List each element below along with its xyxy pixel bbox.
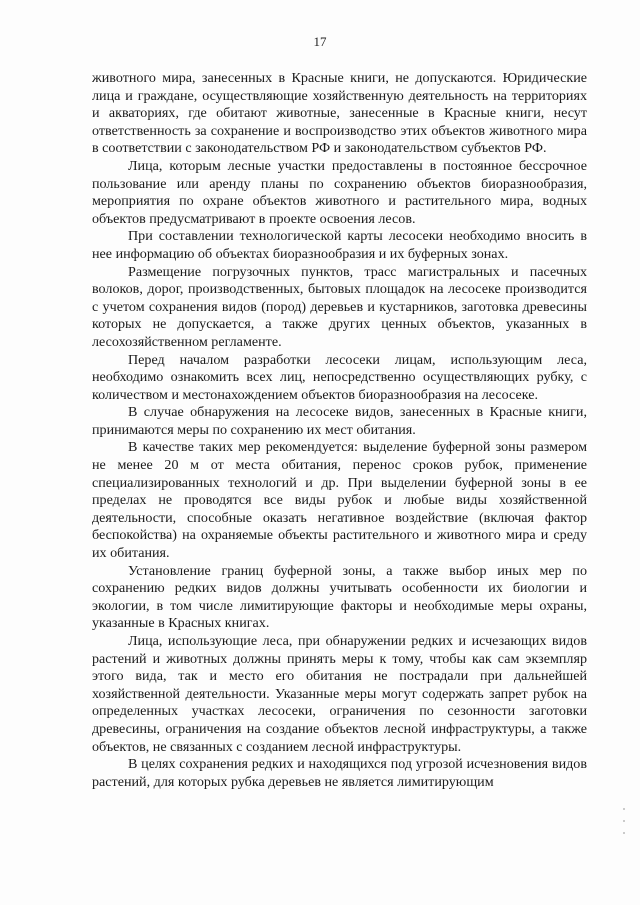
- scan-artifact: [623, 820, 625, 822]
- scan-artifact: [623, 832, 625, 834]
- paragraph: Лица, которым лесные участки предоставлены в постоянное бессрочное пользование или аренду планы по сохранению объектов биоразнообразия, мероприятия по охране объектов животного и растительного мира, водных объектов предусматривают в проекте освоения лесов.: [92, 157, 587, 227]
- paragraph: Лица, использующие леса, при обнаружении редких и исчезающих видов растений и животных должны принять меры к тому, чтобы как сам экземпляр этого вида, так и место его обитания не пострадали при дальнейшей хозяйственной деятельности. Указанные меры могут содержать запрет рубок на определенных участках лесосеки, ограничения по сезонности заготовки древесины, ограничения на создание объектов лесной инфраструктуры, а также объектов, не связанных с созданием лесной инфраструктуры.: [92, 633, 587, 755]
- paragraph: В целях сохранения редких и находящихся под угрозой исчезновения видов растений, для которых рубка деревьев не является лимитирующим: [92, 756, 587, 790]
- paragraph-continued: животного мира, занесенных в Красные книги, не допускаются. Юридические лица и граждане, осуществляющие хозяйственную деятельность на территориях и акваториях, где обитают животные, занесенные в Красные книги, несут ответственность за сохранение и воспроизводство этих объектов животного мира в соответствии с законодательством РФ и законодательством субъектов РФ.: [92, 70, 587, 157]
- paragraph: Установление границ буферной зоны, а также выбор иных мер по сохранению редких видов должны учитывать особенности их биологии и экологии, в том числе лимитирующие факторы и необходимые меры охраны, указанные в Красных книгах.: [92, 562, 587, 632]
- paragraph: При составлении технологической карты лесосеки необходимо вносить в нее информацию об объектах биоразнообразия и их буферных зонах.: [92, 228, 587, 262]
- paragraph: В случае обнаружения на лесосеке видов, занесенных в Красные книги, принимаются меры по сохранению их мест обитания.: [92, 404, 587, 438]
- page-number: 17: [313, 34, 327, 49]
- body-text: [92, 70, 587, 791]
- paragraph: Перед началом разработки лесосеки лицам, использующим леса, необходимо ознакомить всех лиц, непосредственно осуществляющих рубку, с количеством и местонахождением объектов биоразнообразия на лесосеке.: [92, 351, 587, 403]
- scan-artifact: [623, 808, 625, 810]
- paragraph: В качестве таких мер рекомендуется: выделение буферной зоны размером не менее 20 м от места обитания, перенос сроков рубок, применение специализированных технологий и др. При выделении буферной зоны в ее пределах не проводятся все виды рубок и любые виды хозяйственной деятельности, способные оказать негативное воздействие (включая фактор беспокойства) на охраняемые объекты растительного и животного мира и среду их обитания.: [92, 439, 587, 562]
- paragraph: Размещение погрузочных пунктов, трасс магистральных и пасечных волоков, дорог, производственных, бытовых площадок на лесосеке производится с учетом сохранения видов (пород) деревьев и кустарников, заготовка древесины которых не допускается, а также других ценных объектов, указанных в лесохозяйственном регламенте.: [92, 263, 587, 350]
